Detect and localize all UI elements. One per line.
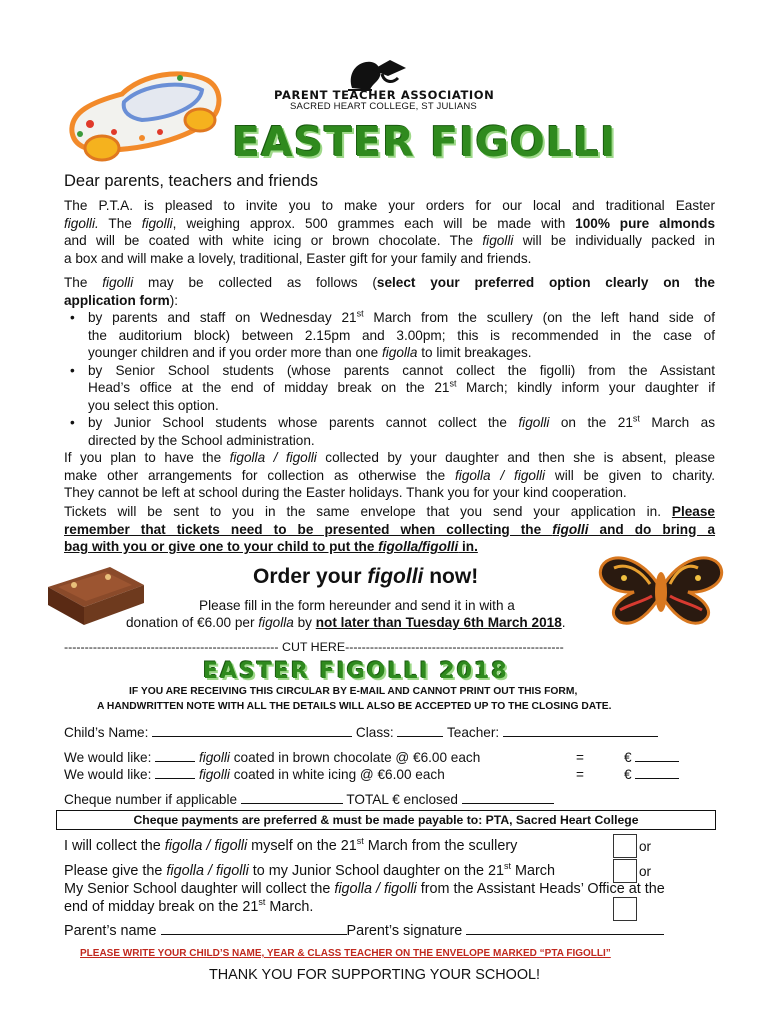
- icing-amount: €: [624, 766, 679, 784]
- college-name: SACRED HEART COLLEGE, ST JULIANS: [290, 101, 477, 112]
- collection-paragraph: The figolli may be collected as follows (select your preferred option clearly on the application form): • by parents and staff on Wednesday 21st March from the scullery (on the left hand side of the auditorium block) between 2.15pm and 3.00pm; this is recommended in the case of younger children and if you order more than one figolla to limit breakages. • by Senior School students (whose parents cannot collect the figolli) from the Assistant Head’s office at the end of midday break on the 21st March; kindly inform your daughter if you select this option. • by Junior School students whose parents cannot collect the figolli on the 21st March as directed by the School administration. If you plan to have the figolla / figolli collected by your daughter and then she is absent, please make other arrangements for collection as otherwise the figolla / figolli will be given to charity. They cannot be left at school during the Easter holidays. Thank you for your kind cooperation.: [64, 274, 715, 502]
- or-label: or: [639, 839, 652, 854]
- parent-signature-field[interactable]: [466, 922, 664, 935]
- list-item: • by Junior School students whose parents cannot collect the figolli on the 21st March as directed by the School administration.: [88, 414, 715, 449]
- chocolate-amount-field[interactable]: [635, 749, 679, 762]
- payment-note: Cheque payments are preferred & must be made payable to: PTA, Sacred Heart College: [133, 813, 639, 827]
- class-field[interactable]: [397, 724, 443, 737]
- junior-option: Please give the figolla / figolli to my Junior School daughter on the 21st March: [64, 861, 555, 879]
- order-deadline: donation of €6.00 per figolla by not later than Tuesday 6th March 2018.: [126, 615, 566, 630]
- total-field[interactable]: [462, 791, 554, 804]
- collect-myself-checkbox[interactable]: [613, 834, 637, 858]
- list-item: • by parents and staff on Wednesday 21st March from the scullery (on the left hand side of the auditorium block) between 2.15pm and 3.00pm; this is recommended in the case of younger children and if you order more than one figolla to limit breakages.: [88, 309, 715, 362]
- order-instruction: Please fill in the form hereunder and send it in with a: [199, 598, 515, 613]
- parent-name-field[interactable]: [161, 922, 347, 935]
- icing-equals: =: [576, 767, 584, 782]
- tickets-paragraph: Tickets will be sent to you in the same envelope that you send your application in. Please remember that tickets need to be presented when collecting the figolli and do bring a bag with you or give one to your child to put the figolla/figolli in.: [64, 504, 716, 554]
- icing-order-row: We would like: figolli coated in white icing @ €6.00 each: [64, 767, 445, 782]
- form-title: EASTER FIGOLLI 2018: [203, 659, 509, 684]
- envelope-note: PLEASE WRITE YOUR CHILD’S NAME, YEAR & CLASS TEACHER ON THE ENVELOPE MARKED “PTA FIGOLLI”: [80, 948, 611, 959]
- collection-options-list: [64, 309, 715, 449]
- icing-quantity-field[interactable]: [155, 766, 195, 779]
- parent-row: Parent’s name Parent’s signature: [64, 922, 664, 940]
- cut-line: ---------------------------------------------------- CUT HERE-----------------------------------------------------: [64, 640, 564, 654]
- senior-option: My Senior School daughter will collect the figolla / figolli from the Assistant Heads’ Office at the end of midday break on the 21st March.: [64, 881, 665, 915]
- pta-name: PARENT TEACHER ASSOCIATION: [274, 88, 495, 102]
- icing-amount-field[interactable]: [635, 766, 679, 779]
- butterfly-figolla-image: [594, 548, 728, 626]
- order-heading: Order your figolli now!: [253, 565, 479, 588]
- teacher-field[interactable]: [503, 724, 658, 737]
- or-label: or: [639, 864, 652, 879]
- chocolate-order-row: We would like: figolli coated in brown chocolate @ €6.00 each: [64, 750, 481, 765]
- senior-checkbox[interactable]: [613, 897, 637, 921]
- chocolate-equals: =: [576, 750, 584, 765]
- child-details-row: Child’s Name: Class: Teacher:: [64, 724, 658, 742]
- car-figolla-image: [62, 62, 232, 162]
- page-title: EASTER FIGOLLI: [232, 118, 617, 166]
- collect-myself-option: I will collect the figolla / figolli myself on the 21st March from the scullery: [64, 836, 518, 854]
- email-note-line2: A HANDWRITTEN NOTE WITH ALL THE DETAILS WILL ALSO BE ACCEPTED UP TO THE CLOSING DATE.: [97, 701, 612, 712]
- payment-row: Cheque number if applicable TOTAL € enclosed: [64, 791, 554, 809]
- pta-logo-icon: [342, 58, 408, 92]
- email-note-line1: IF YOU ARE RECEIVING THIS CIRCULAR BY E-MAIL AND CANNOT PRINT OUT THIS FORM,: [129, 686, 578, 697]
- thank-you: THANK YOU FOR SUPPORTING YOUR SCHOOL!: [209, 967, 541, 983]
- cheque-number-field[interactable]: [241, 791, 343, 804]
- list-item: • by Senior School students (whose parents cannot collect the figolli) from the Assistant Head’s office at the end of midday break on the 21st March; kindly inform your daughter if you select this option.: [88, 362, 715, 415]
- payment-note-box: [56, 810, 716, 830]
- child-name-field[interactable]: [152, 724, 352, 737]
- chocolate-quantity-field[interactable]: [155, 749, 195, 762]
- greeting: Dear parents, teachers and friends: [64, 172, 319, 190]
- intro-paragraph: The P.T.A. is pleased to invite you to make your orders for our local and traditional Easter figolli. The figolli, weighing approx. 500 grammes each will be made with 100% pure almonds and will be coated with white icing or brown chocolate. The figolli will be individually packed in a box and will make a lovely, traditional, Easter gift for your family and friends.: [64, 198, 715, 266]
- chocolate-amount: €: [624, 749, 679, 767]
